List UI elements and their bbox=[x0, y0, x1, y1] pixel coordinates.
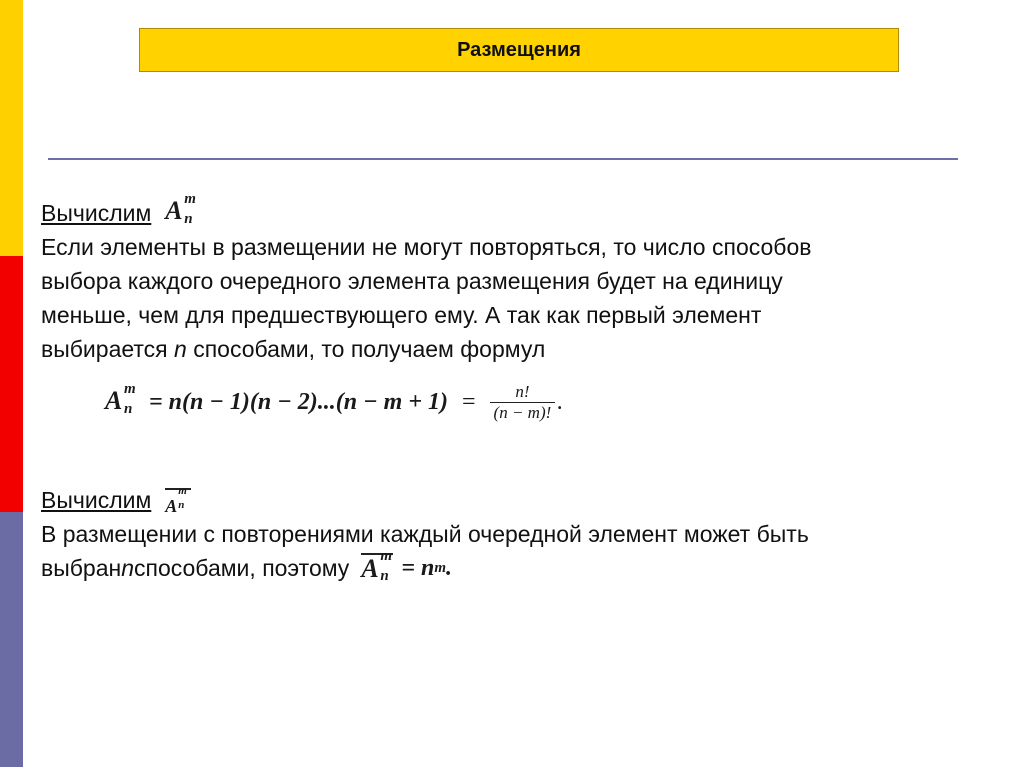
formula2-lhs-sup: m bbox=[380, 547, 392, 564]
section1-symbol bbox=[165, 191, 199, 228]
symbol-sub: n bbox=[184, 211, 193, 227]
formula2-exp: m bbox=[434, 560, 447, 576]
formula1-lhs bbox=[105, 380, 136, 418]
formula1-lhs-sub: n bbox=[124, 400, 133, 417]
section2-heading: Вычислим bbox=[41, 487, 152, 513]
line4-var: n bbox=[174, 336, 187, 362]
symbol-sup: m bbox=[178, 484, 187, 497]
fraction-denominator: (n − m)! bbox=[490, 402, 556, 423]
fraction-numerator: n! bbox=[515, 382, 530, 401]
section2-formula bbox=[361, 547, 453, 585]
section1-line3: меньше, чем для предшествующего ему. А так как первый элемент bbox=[41, 302, 762, 328]
symbol-base: A bbox=[165, 495, 178, 516]
section1-heading: Вычислим bbox=[41, 200, 152, 226]
side-bar-yellow bbox=[0, 0, 23, 256]
formula1-lhs-sup: m bbox=[124, 380, 136, 397]
side-bar-red bbox=[0, 256, 23, 512]
formula1-eq: = bbox=[462, 389, 476, 415]
line2-pre: выбран bbox=[41, 555, 122, 581]
section1-line2: выбора каждого очередного элемента размещения будет на единицу bbox=[41, 268, 783, 294]
symbol-sub: n bbox=[178, 498, 185, 511]
section-placements-with-repeat bbox=[41, 483, 1011, 585]
line2-post: способами, поэтому bbox=[134, 555, 350, 581]
section2-line1: В размещении с повторениями каждый очередной элемент может быть bbox=[41, 521, 809, 547]
line4-post: способами, то получаем формул bbox=[186, 336, 546, 362]
divider-line bbox=[48, 158, 958, 160]
formula1-product: = n(n − 1)(n − 2)...(n − m + 1) bbox=[149, 389, 448, 415]
section2-formula-lhs bbox=[361, 547, 393, 584]
section2-symbol bbox=[165, 484, 191, 516]
line4-pre: выбирается bbox=[41, 336, 175, 362]
section1-heading-line bbox=[41, 191, 1011, 230]
symbol-sup: m bbox=[184, 191, 196, 207]
title-box bbox=[139, 28, 899, 72]
side-bar-blue bbox=[0, 512, 23, 767]
section1-line1: Если элементы в размещении не могут повторяться, то число способов bbox=[41, 234, 812, 260]
line2-var: n bbox=[121, 555, 135, 581]
formula2-eq: = n bbox=[401, 555, 435, 581]
section1-line4 bbox=[41, 332, 1011, 366]
formula-placements bbox=[105, 382, 563, 423]
section-placements-no-repeat bbox=[41, 191, 1011, 366]
formula1-lhs-base: A bbox=[105, 385, 123, 415]
page-title: Размещения bbox=[457, 38, 581, 61]
formula2-end: . bbox=[446, 555, 453, 581]
formula2-lhs-base: A bbox=[361, 553, 379, 583]
section2-line2 bbox=[41, 547, 1011, 585]
formula2-lhs-sub: n bbox=[380, 567, 389, 584]
section2-heading-line bbox=[41, 483, 1011, 517]
formula1-fraction bbox=[490, 382, 556, 423]
formula1-end: . bbox=[557, 389, 564, 415]
symbol-base: A bbox=[165, 196, 183, 225]
